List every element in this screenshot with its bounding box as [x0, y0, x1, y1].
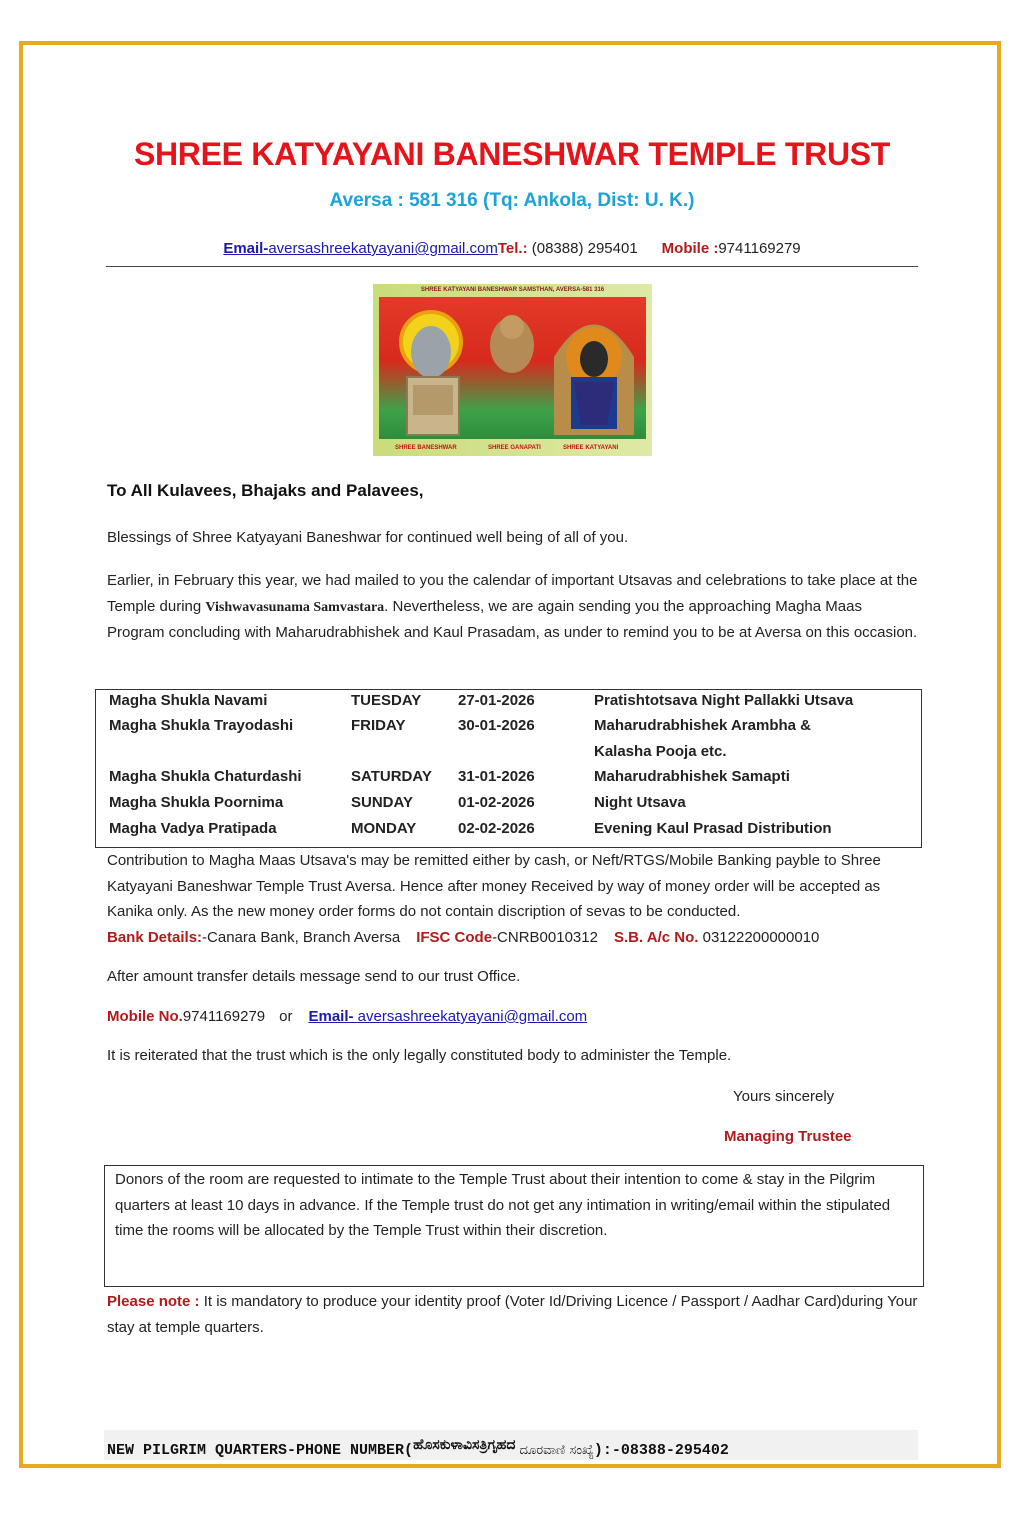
- please-note: [107, 1289, 919, 1340]
- intro-text-2: . Nevertheless, we are again sending you the approaching Magha Maas Program concluding with Maharudrabhishek and Kaul Prasadam, as under to remind you to be at Aversa on this occasion.: [107, 597, 918, 641]
- tithi-cell: Magha Shukla Poornima: [109, 794, 284, 811]
- day-cell: FRIDAY: [351, 717, 406, 734]
- event-cell: Evening Kaul Prasad Distribution: [594, 820, 832, 837]
- deity-photo: [373, 284, 652, 456]
- date-cell: 30-01-2026: [458, 717, 535, 734]
- email-label: Email-: [223, 240, 269, 257]
- tel-number: (08388) 295401: [527, 240, 638, 257]
- please-note-label: Please note :: [107, 1293, 200, 1310]
- account-label: S.B. A/c No.: [613, 929, 699, 946]
- contact-line: [0, 240, 1024, 257]
- trust-title: SHREE KATYAYANI BANESHWAR TEMPLE TRUST: [133, 136, 891, 172]
- signatory: Managing Trustee: [724, 1128, 852, 1145]
- salutation: To All Kulavees, Bhajaks and Palavees,: [107, 481, 424, 500]
- day-cell: MONDAY: [351, 820, 417, 837]
- bank-details: [107, 925, 919, 951]
- tithi-cell: Magha Shukla Navami: [109, 692, 268, 709]
- event-cell: Maharudrabhishek Samapti: [594, 768, 790, 785]
- transfer-note: After amount transfer details message send to our trust Office.: [107, 968, 521, 985]
- email-label-2: Email-: [308, 1008, 354, 1025]
- day-cell: SUNDAY: [351, 794, 413, 811]
- mobile-label: Mobile :: [661, 240, 719, 257]
- intro-text-1: Earlier, in February this year, we had mailed to you the calendar of important Utsavas and celebrations to take place at the Temple during: [107, 572, 918, 615]
- tithi-cell: Magha Vadya Pratipada: [109, 820, 277, 837]
- event-cell: Night Utsava: [594, 794, 686, 811]
- mobile-number: 9741169279: [718, 240, 801, 257]
- ifsc-label: IFSC Code: [416, 929, 493, 946]
- samvastara-name: Vishwavasunama Samvastara: [205, 599, 385, 615]
- day-cell: SATURDAY: [351, 768, 432, 785]
- notice-box: [104, 1165, 924, 1287]
- caption-baneshwar: SHREE BANESHWAR: [395, 445, 457, 451]
- email-link[interactable]: [223, 240, 498, 257]
- event-cell: Kalasha Pooja etc.: [594, 743, 727, 760]
- footer-kannada-plain: ದೂರವಾಣಿ ಸಂಖ್ಯೆ: [515, 1443, 594, 1458]
- bank-value: -Canara Bank, Branch Aversa: [202, 929, 401, 946]
- closing-text: Yours sincerely: [733, 1088, 835, 1105]
- email-link-2[interactable]: [308, 1008, 587, 1025]
- footer-phone: [104, 1430, 918, 1460]
- mobile-no-label: Mobile No.: [107, 1008, 183, 1025]
- ifsc-value: -CNRB0010312: [492, 929, 598, 946]
- footer-suffix: ):-08388-295402: [593, 1442, 729, 1459]
- footer-text: [107, 1437, 729, 1459]
- tithi-cell: Magha Shukla Chaturdashi: [109, 768, 302, 785]
- date-cell: 27-01-2026: [458, 692, 535, 709]
- day-cell: TUESDAY: [351, 692, 422, 709]
- intro-paragraph: [107, 568, 919, 646]
- footer-kannada-bold: ಹೊಸಕುಳಾವಿಸತ್ರಿಗೃಹದ: [413, 1437, 516, 1453]
- contribution-paragraph: Contribution to Magha Maas Utsava's may be remitted either by cash, or Neft/RTGS/Mobile Banking payble to Shree Katyayani Baneshwar Temple Trust Aversa. Hence after money Received by way of money order will be accepted as Kanika only. As the new money order forms do not contain discription of sevas to be conducted.: [107, 852, 881, 920]
- mobile-no-value: 9741169279: [182, 1008, 266, 1025]
- schedule-table: [95, 689, 922, 848]
- photo-background: [379, 297, 646, 439]
- email-address: aversashreekatyayani@gmail.com: [268, 240, 498, 257]
- footer-prefix: NEW PILGRIM QUARTERS-PHONE NUMBER(: [107, 1442, 414, 1459]
- trust-address: Aversa : 581 316 (Tq: Ankola, Dist: U. K.): [329, 190, 695, 211]
- event-cell: Pratishtotsava Night Pallakki Utsava: [594, 692, 854, 709]
- contact-mobile-email: [107, 1004, 919, 1030]
- notice-text: Donors of the room are requested to intimate to the Temple Trust about their intention to come & stay in the Pilgrim quarters at least 10 days in advance. If the Temple trust do not get any intimation in writing/email within the stipulated time the rooms will be allocated by the Temple Trust within their discretion.: [115, 1171, 891, 1239]
- tithi-cell: Magha Shukla Trayodashi: [109, 717, 294, 734]
- account-value: 03122200000010: [698, 929, 820, 946]
- or-text: or: [279, 1008, 293, 1025]
- date-cell: 02-02-2026: [458, 820, 535, 837]
- email-address-2: aversashreekatyayani@gmail.com: [357, 1008, 588, 1025]
- caption-ganapati: SHREE GANAPATI: [488, 445, 541, 451]
- date-cell: 01-02-2026: [458, 794, 535, 811]
- bank-label: Bank Details:: [107, 929, 203, 946]
- tel-label: Tel.:: [497, 240, 528, 257]
- reiteration-paragraph: It is reiterated that the trust which is the only legally constituted body to administer the Temple.: [107, 1047, 732, 1064]
- blessing-paragraph: Blessings of Shree Katyayani Baneshwar for continued well being of all of you.: [107, 529, 629, 546]
- date-cell: 31-01-2026: [458, 768, 535, 785]
- event-cell: Maharudrabhishek Arambha &: [594, 717, 811, 734]
- deities-illustration: [379, 297, 646, 439]
- photo-top-caption: SHREE KATYAYANI BANESHWAR SAMSTHAN, AVERSA-581 316: [420, 287, 605, 293]
- header-divider: [106, 266, 918, 267]
- caption-katyayani: SHREE KATYAYANI: [563, 445, 619, 451]
- please-note-text: It is mandatory to produce your identity proof (Voter Id/Driving Licence / Passport / Aadhar Card)during Your stay at temple quarters.: [107, 1293, 918, 1336]
